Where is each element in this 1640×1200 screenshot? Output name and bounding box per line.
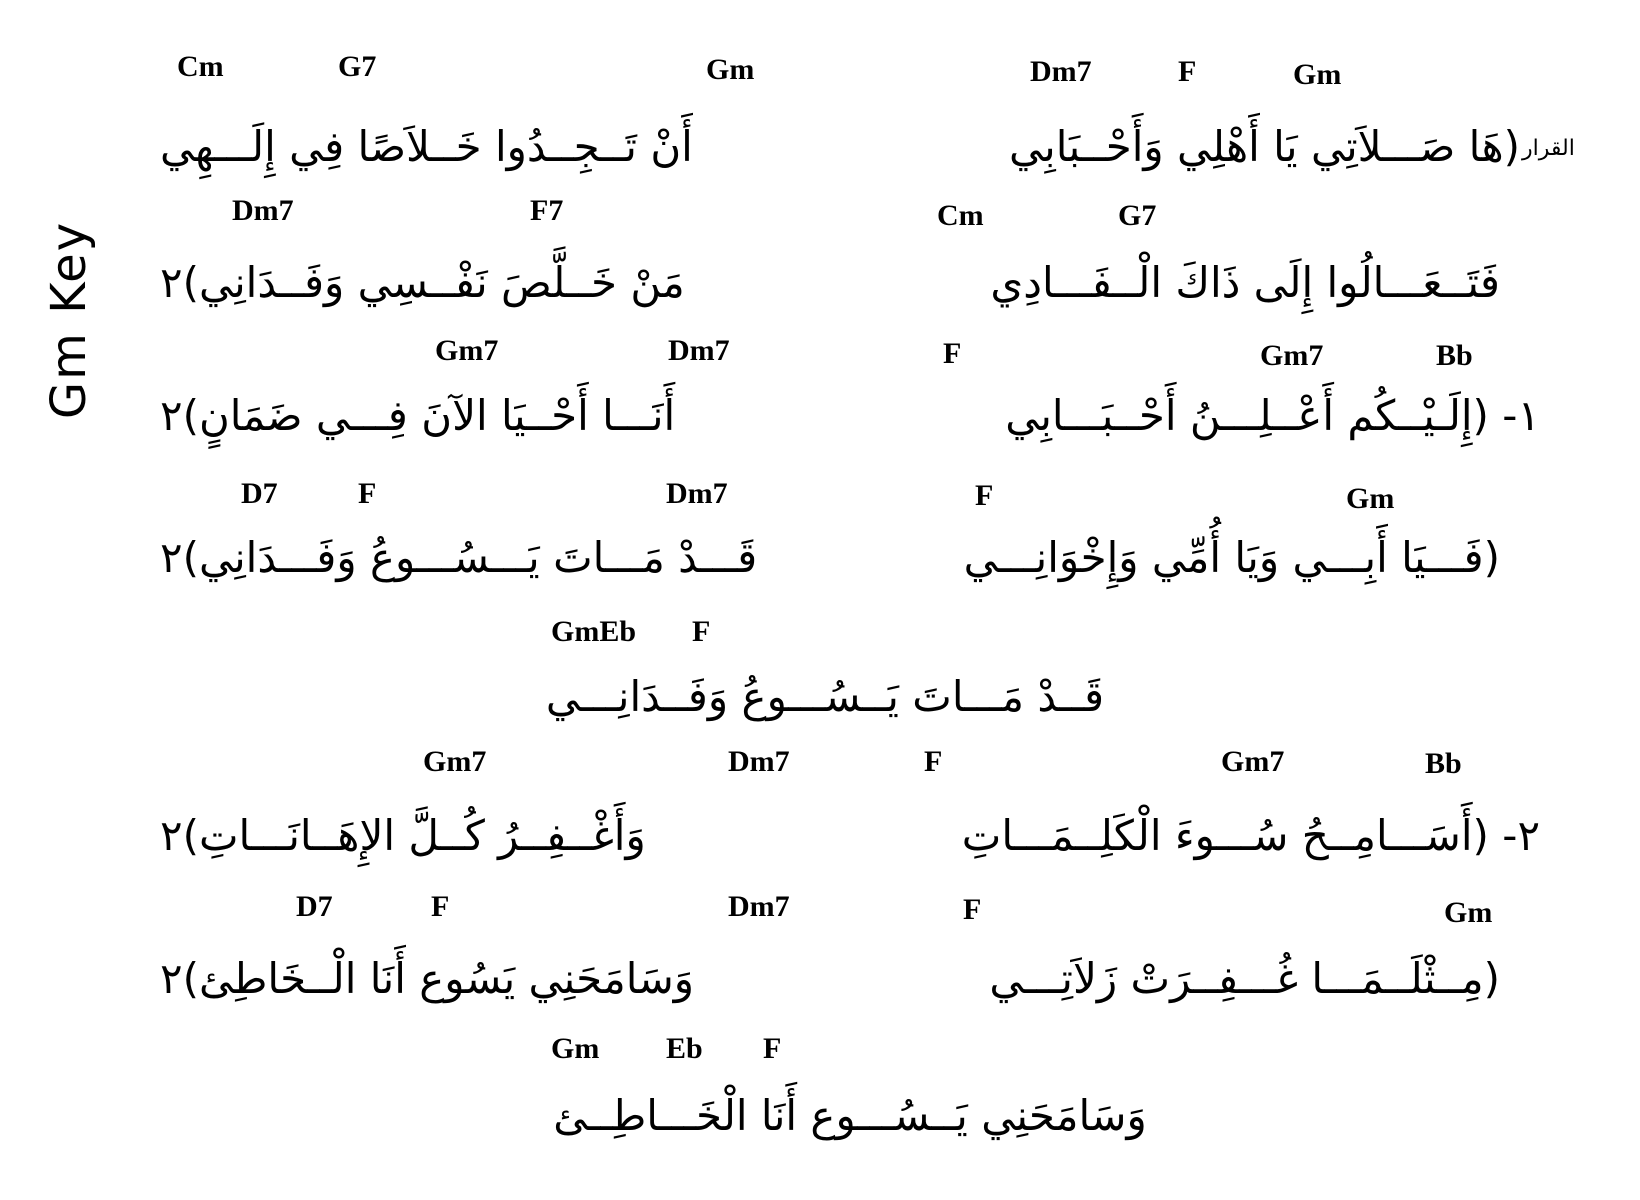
chord: G7 [338,50,377,83]
lyric-line: ٢- (أَسَـــامِــحُ سُـــوءَ الْكَلِــمَـــاتِ [961,811,1540,860]
chord: Dm7 [232,194,294,227]
chord: F [358,477,377,510]
lyric-line: أَنْ تَــجِــدُوا خَــلاَصًا فِي إِلَـــهِي [160,122,693,171]
lyric-line: ١- (إِلَـيْــكُم أَعْــلِـــنُ أَحْــبَـــابِي [1005,391,1540,440]
chord: F [975,479,994,512]
chord: Bb [1436,339,1473,372]
chord: Gm [706,53,755,86]
chord: F [943,337,962,370]
lyric-line: قَـــدْ مَـــاتَ يَـــسُـــوعُ وَفَـــدَانِي)٢ [160,533,758,582]
lyric-line: وَسَامَحَنِي يَسُوع أَنَا الْــخَاطِئ)٢ [160,954,695,1003]
chord: Cm [177,50,224,83]
chord: Gm [551,1032,600,1065]
chord: D7 [296,890,333,923]
chord: F [1178,55,1197,88]
chord: GmEb [551,615,637,648]
song-key-text: Gm Key [41,220,97,420]
chord: Gm7 [1260,339,1324,372]
chord: Dm7 [1030,55,1092,88]
chord: Eb [666,1032,703,1065]
chord: Dm7 [728,745,790,778]
chord: G7 [1118,199,1157,232]
chord: D7 [241,477,278,510]
chorus-tag: القرار [1522,136,1575,161]
chord: F [692,615,711,648]
chord: Gm7 [423,745,487,778]
chord: F [924,745,943,778]
chord: Gm7 [435,334,499,367]
chord: Bb [1425,747,1462,780]
lyric-line: فَتَــعَـــالُوا إِلَى ذَاكَ الْــفَـــادِي [990,258,1500,307]
chord: F7 [530,194,564,227]
chord: Gm7 [1221,745,1285,778]
chord: Dm7 [728,890,790,923]
chord: F [963,893,982,926]
lyric-line: أَنَـــا أَحْــيَا الآنَ فِـــي ضَمَانٍ)٢ [160,391,676,440]
chord: Gm [1444,896,1493,929]
lyric-line: قَــدْ مَـــاتَ يَــسُـــوعُ وَفَــدَانِـــي [545,672,1105,721]
chord: Gm [1346,482,1395,515]
lyric-line: وَسَامَحَنِي يَــسُـــوع أَنَا الْخَـــاطِــئ [553,1091,1147,1140]
chord: F [763,1032,782,1065]
chord: Gm [1293,58,1342,91]
chord: Dm7 [668,334,730,367]
chord: Dm7 [666,477,728,510]
chord: F [431,890,450,923]
lyric-line: مَنْ خَــلَّصَ نَفْــسِي وَفَــدَانِي)٢ [160,258,685,307]
lyric-line: (مِــثْلَــمَـــا غُـــفِــرَتْ زَلاَتِـــي [989,954,1500,1003]
lyric-line: وَأَغْــفِــرُ كُــلَّ الإِهَــانَـــاتِ)٢ [160,811,646,860]
song-key-label [24,180,114,460]
lyric-line: (هَا صَـــلاَتِي يَا أَهْلِي وَأَحْــبَابِي [1009,122,1520,171]
chord: Cm [937,199,984,232]
lyric-line: (فَـــيَا أَبِـــي وَيَا أُمِّي وَإِخْوَانِـــي [963,533,1500,582]
